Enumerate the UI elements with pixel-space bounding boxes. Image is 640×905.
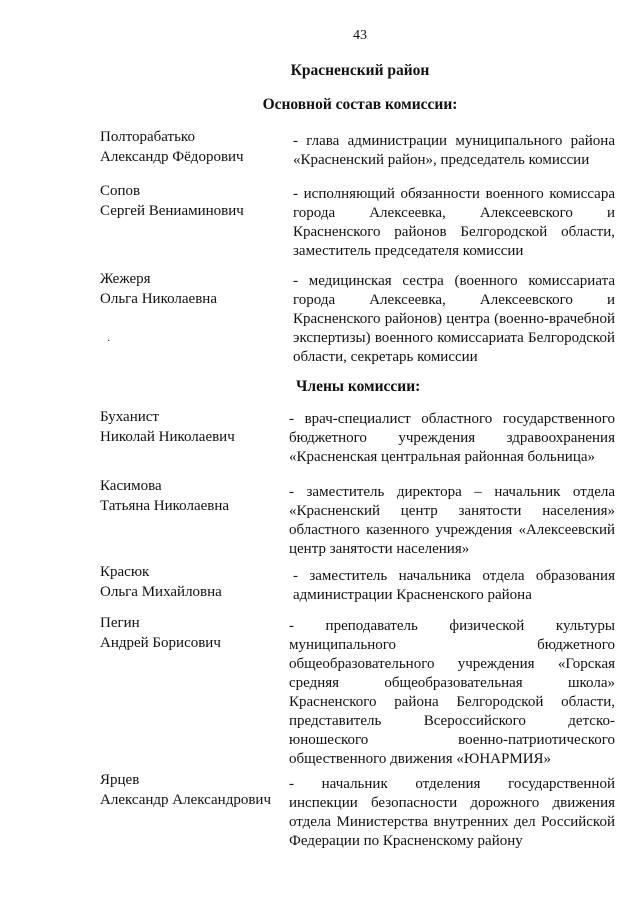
member-role: - преподаватель физической культуры муниципального бюджетного общеобразовательного учреждения «Горская средняя общеобразовательная школа» Красненского района Белгородской области, представитель Всероссийского детско-юношеского военно-патриотического общественного движения «ЮНАРМИЯ» (289, 618, 615, 767)
member-surname: Сопов (100, 183, 141, 199)
member-role: - врач-специалист областного государственного бюджетного учреждения здравоохранения «Красненская центральная районная больница» (289, 411, 615, 465)
members-section-title: Члены комиссии: (296, 378, 421, 395)
member-given-name: Александр Фёдорович (100, 148, 244, 165)
member-given-name: Александр Александрович (100, 791, 271, 808)
member-given-name: Николай Николаевич (100, 428, 235, 445)
member-given-name: Андрей Борисович (100, 634, 221, 651)
member-surname: Красюк (100, 564, 150, 580)
page-number: 43 (353, 28, 367, 43)
member-surname: Пегин (100, 615, 140, 631)
member-name (100, 270, 285, 309)
member-surname: Жежеря (100, 271, 151, 287)
member-name (100, 408, 285, 447)
member-surname: Полторабатько (100, 129, 195, 145)
member-name (100, 128, 285, 167)
member-name (100, 563, 285, 602)
member-name (100, 477, 285, 516)
member-given-name: Сергей Вениаминович (100, 202, 244, 219)
member-role: - глава администрации муниципального района «Красненский район», председатель комиссии (293, 133, 615, 168)
stray-mark: · (107, 336, 111, 347)
member-name (100, 771, 290, 810)
member-role: - заместитель начальника отдела образования администрации Красненского района (293, 568, 615, 603)
member-name (100, 182, 285, 221)
member-given-name: Ольга Николаевна (100, 290, 217, 307)
member-given-name: Ольга Михайловна (100, 583, 222, 600)
main-section-title: Основной состав комиссии: (262, 96, 458, 113)
member-surname: Касимова (100, 478, 162, 494)
member-name (100, 614, 285, 653)
member-role: - начальник отделения государственной инспекции безопасности дорожного движения отдела Министерства внутренних дел Российской Федерации по Красненскому району (289, 776, 615, 849)
member-role: - заместитель директора – начальник отдела «Красненский центр занятости населения» областного казенного учреждения «Алексеевский центр занятости населения» (289, 484, 615, 557)
member-role: - медицинская сестра (военного комиссариата города Алексеевка, Алексеевского и Красненского районов) центра (военно-врачебной экспертизы) военного комиссариата Белгородской области, секретарь комиссии (293, 273, 615, 365)
district-title: Красненский район (290, 62, 430, 79)
member-given-name: Татьяна Николаевна (100, 497, 230, 514)
member-surname: Буханист (100, 409, 159, 425)
member-role: - исполняющий обязанности военного комиссара города Алексеевка, Алексеевского и Красненского районов Белгородской области, заместитель председателя комиссии (293, 186, 615, 259)
member-surname: Ярцев (100, 772, 140, 788)
